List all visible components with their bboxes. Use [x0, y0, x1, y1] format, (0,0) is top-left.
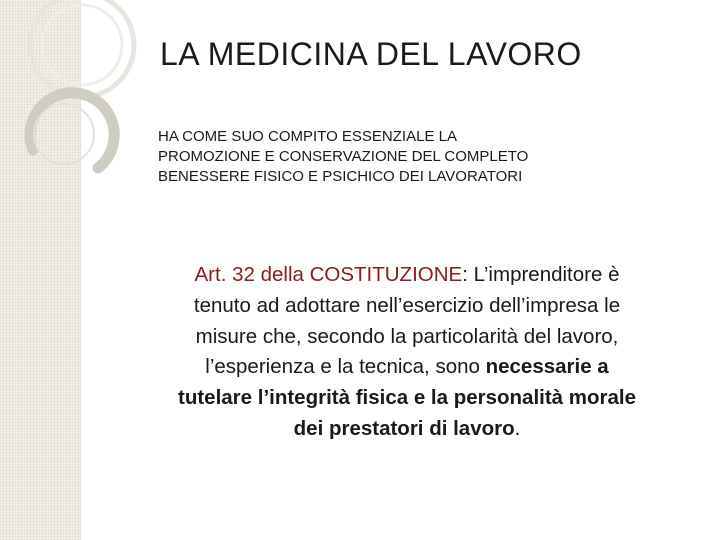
subtitle-line: PROMOZIONE E CONSERVAZIONE DEL COMPLETO	[158, 148, 529, 165]
article-colon: :	[462, 263, 468, 286]
decorative-rings-icon	[0, 0, 160, 220]
subtitle-line: BENESSERE FISICO E PSICHICO DEI LAVORATORI	[158, 168, 523, 185]
article-text	[172, 260, 642, 445]
slide-title: LA MEDICINA DEL LAVORO	[160, 36, 582, 72]
article-emphasis: necessarie a tutelare l’integrità fisica e la personalità morale dei prestatori di lavoro	[178, 355, 636, 440]
subtitle-text	[158, 127, 628, 187]
article-reference: Art. 32 della COSTITUZIONE	[194, 263, 463, 286]
article-body: L’imprenditore è tenuto ad adottare nell’esercizio dell’impresa le misure che, secondo la particolarità del lavoro, l’esperienza e la tecnica, sono	[193, 263, 621, 379]
article-end-period: .	[514, 416, 521, 440]
subtitle-line: HA COME SUO COMPITO ESSENZIALE LA	[158, 128, 457, 145]
